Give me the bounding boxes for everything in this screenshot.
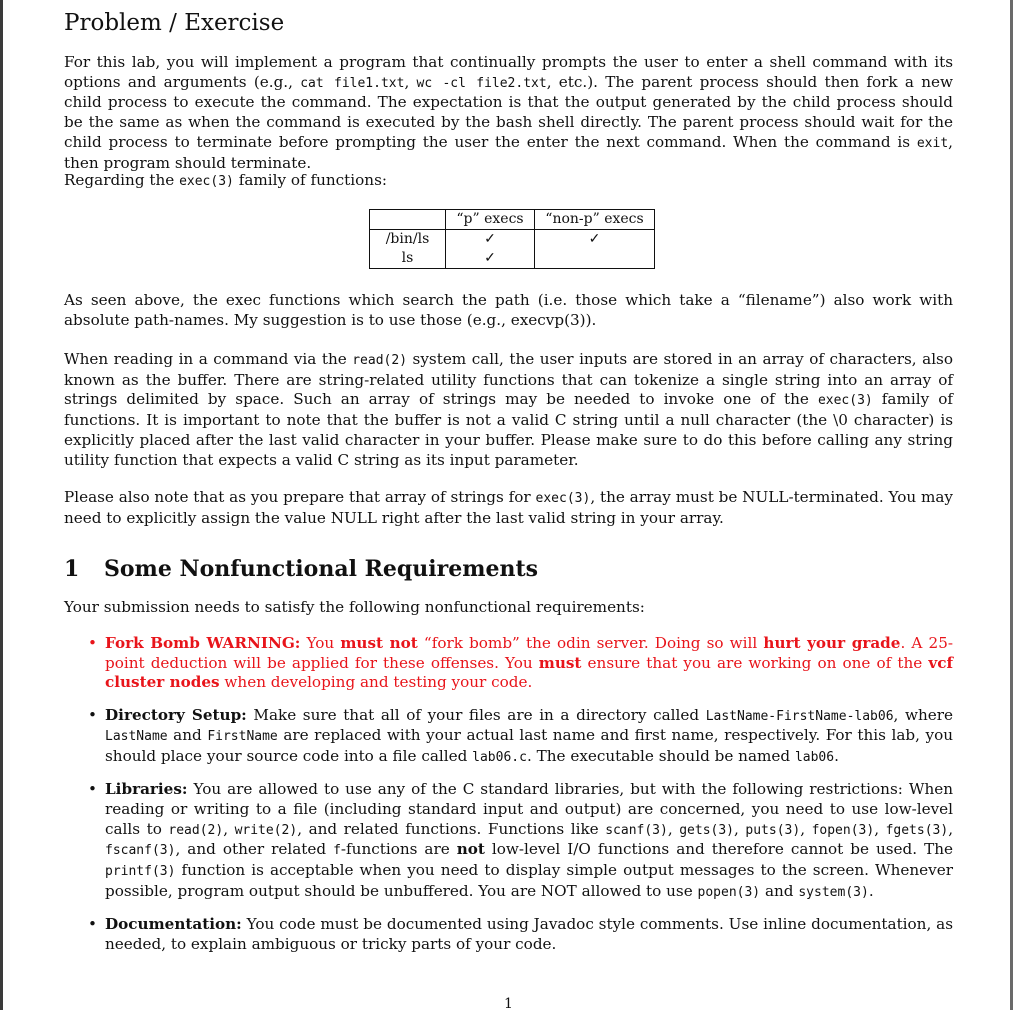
text: You code must be documented using Javadoc style comments. Use inline documentation, as needed, to explain ambiguous or tricky parts of your code. [105,914,953,953]
table-row [370,230,655,250]
as-seen-paragraph: As seen above, the exec functions which search the path (i.e. those which take a “filename”) also work with absolute path-names. My suggestion is to use those (e.g., execvp(3)). [64,291,953,329]
emphasis: hurt your grade [763,634,901,652]
text: family of functions. It is important to note that the buffer is not a valid C string until a null character (the \0 character) is explicitly placed after the last valid character in your buffer. Please make sure to do this before calling any string utility function that expects a valid C string as its input parameter. [64,390,953,469]
text: . A 25-point deduction will be applied for these offenses. You [105,634,953,672]
text: low-level I/O functions and therefore cannot be used. The [484,840,953,859]
code-inline: FirstName [207,729,278,745]
code-inline: exec(3) [817,393,873,409]
item-label: Fork Bomb WARNING: [105,634,301,652]
code-inline: LastName [105,729,168,745]
text: You are allowed to use any of the C standard libraries, but with the following restrictions: When reading or writing to a file (including standard input and output) are concerned, you need to use low-level calls to [105,780,953,838]
text: , the array must be NULL-terminated. You may need to explicitly assign the value NULL right after the last valid string in your array. [64,488,953,527]
text: , [667,819,680,838]
table-cell: ls [370,249,446,269]
code-inline: scanf(3) [605,822,668,838]
code-inline: lab06.c [472,750,527,766]
regarding-paragraph [64,171,953,192]
text: , and related functions. Functions like [297,819,606,838]
page-number: 1 [504,996,513,1012]
emphasis: must [538,653,582,672]
text: When reading in a command via the [64,350,353,368]
text: Please also note that as you prepare that array of strings for [64,488,536,506]
bullet-icon: • [88,914,97,933]
text: , then program should terminate. [64,132,953,172]
page-border-left [0,0,3,1010]
requirements-list [64,634,953,967]
emphasis: must not [340,634,418,652]
emphasis: vcf cluster nodes [105,653,953,692]
text: function is acceptable when you need to display simple output messages to the screen. Whenever possible, program output should be unbuffered. You are NOT allowed to use [105,861,953,900]
reading-paragraph [64,350,953,470]
table-header-row [370,210,655,230]
bullet-icon: • [88,705,97,724]
text: Make sure that all of your files are in a directory called [246,705,706,724]
text: , [948,819,954,838]
section-title: Some Nonfunctional Requirements [104,556,539,582]
text: “fork bomb” the odin server. Doing so will [417,634,764,652]
code-inline: cat file1.txt [300,75,405,91]
text: You [300,634,341,652]
emphasis: not [456,840,485,859]
code-inline: read(2) [168,822,224,838]
list-item-documentation [64,915,953,954]
item-label: Libraries: [105,780,188,799]
code-inline: gets(3) [679,822,735,838]
text: , [800,819,812,838]
table-cell: ✓ [446,230,535,250]
text: and [760,881,799,900]
text: Regarding the [64,171,180,189]
list-item-fork-bomb [64,634,953,693]
code-inline: printf(3) [105,864,176,880]
code-inline: exec(3) [179,174,234,189]
code-inline: lab06 [794,750,835,766]
text: , [734,819,746,838]
intro-paragraph [64,53,953,173]
text: . [868,881,874,900]
table-header-cell: “p” execs [446,210,535,230]
item-label: Directory Setup: [105,705,247,724]
table-cell [535,249,655,269]
code-inline: exec(3) [535,491,591,506]
table-cell: /bin/ls [370,230,446,250]
text: system call, the user inputs are stored in an array of characters, also known as the buffer. There are string-related utility functions that can tokenize a single string into an array of strings delimited by space. Such an array of strings may be needed to invoke one of the [64,350,953,409]
code-inline: puts(3) [745,822,801,838]
text: and [167,726,208,745]
code-inline: read(2) [352,353,408,368]
list-item-directory-setup [64,706,953,768]
table-row [370,249,655,269]
text: , [874,819,886,838]
section-number: 1 [64,556,80,582]
page-title: Problem / Exercise [64,10,285,36]
text: , [223,819,235,838]
code-inline: f [333,843,341,859]
text: For this lab, you will implement a program that continually prompts the user to enter a shell command with its options and arguments (e.g., [64,53,953,91]
text: , [404,72,417,91]
code-inline: fopen(3) [811,822,875,838]
table-header-cell [370,210,446,230]
code-inline: popen(3) [697,884,761,900]
bullet-icon: • [88,780,97,799]
text: . [834,747,839,766]
text: . The executable should be named [526,747,795,766]
code-inline: fscanf(3) [105,843,176,859]
text: , and other related [175,840,334,859]
code-inline: write(2) [234,822,298,838]
text: , where [893,705,953,724]
section-heading [64,556,538,582]
text: , etc.). The parent process should then fork a new child process to execute the command. The expectation is that the output generated by the child process should be the same as when the command is executed by the bash shell directly. The parent process should wait for the child process to terminate before prompting the user the enter the next command. When the command is [64,72,954,151]
text: ensure that you are working on one of the [581,653,929,672]
null-terminated-paragraph [64,488,953,528]
bullet-icon: • [88,634,97,652]
code-inline: LastName-FirstName-lab06 [705,708,894,724]
item-label: Documentation: [105,914,242,933]
text: when developing and testing your code. [219,673,533,692]
table-cell: ✓ [535,230,655,250]
code-inline: exit [916,135,949,151]
code-inline: system(3) [798,884,869,900]
list-item-libraries [64,780,953,902]
exec-table [369,209,655,269]
table-header-cell: “non-p” execs [535,210,655,230]
code-inline: wc -cl file2.txt [416,75,547,91]
table-cell: ✓ [446,249,535,269]
text: are replaced with your actual last name and first name, respectively. For this lab, you should place your source code into a file called [105,726,953,766]
text: -functions are [340,840,457,859]
section-intro: Your submission needs to satisfy the following nonfunctional requirements: [64,598,645,616]
code-inline: fgets(3) [885,822,949,838]
text: family of functions: [233,171,387,189]
